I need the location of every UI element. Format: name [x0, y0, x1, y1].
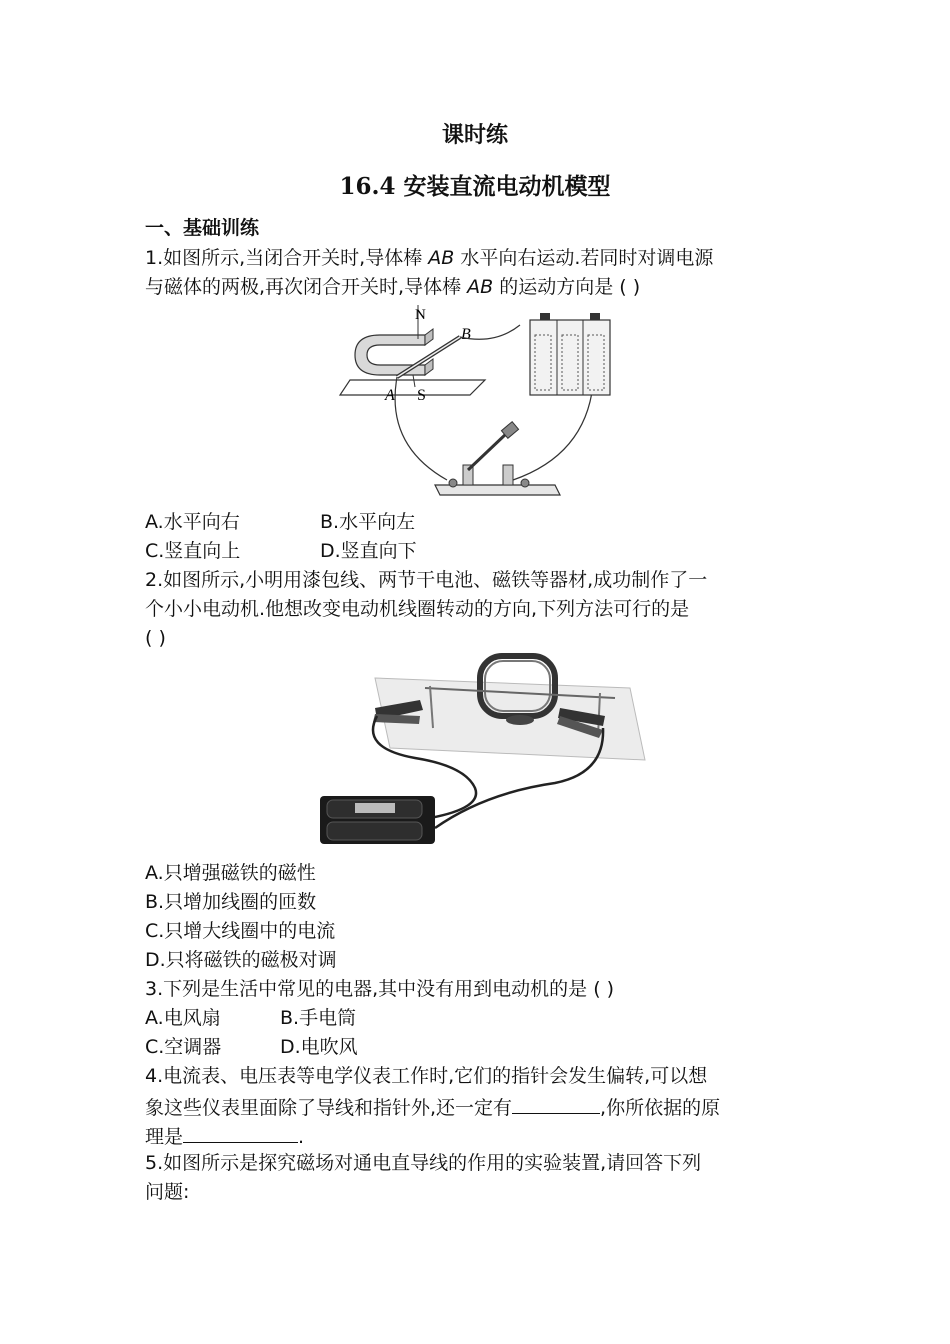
- label-north-pole: N: [415, 307, 426, 323]
- q1-line-1: [145, 244, 825, 273]
- q2-line-2: 个小小电动机.他想改变电动机线圈转动的方向,下列方法可行的是: [145, 598, 690, 620]
- section-heading: 一、基础训练: [145, 217, 260, 239]
- q4-text-2a: 象这些仪表里面除了导线和指针外,还一定有: [145, 1097, 513, 1119]
- q1-option-b: B.水平向左: [320, 511, 416, 533]
- q3-option-b: B.手电筒: [280, 1007, 357, 1029]
- q4-line-2: [145, 1091, 825, 1123]
- q4-answer-blank-2[interactable]: [183, 1120, 298, 1143]
- magnet-base-plate: [340, 380, 485, 395]
- label-a: A: [385, 387, 395, 404]
- q2-option-c: C.只增大线圈中的电流: [145, 920, 336, 942]
- q3-option-c: C.空调器: [145, 1036, 222, 1058]
- wire-battery-switch: [513, 385, 593, 480]
- disc-magnet: [506, 715, 534, 725]
- q3-line-1: 3.下列是生活中常见的电器,其中没有用到电动机的是 ( ): [145, 978, 615, 1000]
- q1-option-c: C.竖直向上: [145, 540, 241, 562]
- q2-option-d: D.只将磁铁的磁极对调: [145, 949, 337, 971]
- page-subtitle: 16.4 安装直流电动机模型: [339, 173, 611, 200]
- q4-text-2b: ,你所依据的原: [600, 1097, 721, 1119]
- q1-text-2b: 的运动方向是 ( ): [493, 276, 641, 298]
- horseshoe-magnet: [355, 335, 425, 375]
- q1-options-row-1: [145, 508, 825, 537]
- q1-text-1b: 水平向右运动.若同时对调电源: [454, 247, 714, 269]
- q2-option-a: A.只增强磁铁的磁性: [145, 862, 316, 884]
- q4-text-3b: .: [298, 1126, 305, 1148]
- q1-conductor-ab-2: AB: [467, 276, 494, 298]
- q4-answer-blank-1[interactable]: [512, 1091, 600, 1114]
- q1-options-row-2: [145, 537, 825, 566]
- q3-option-d: D.电吹风: [280, 1036, 358, 1058]
- q3-options-row-1: [145, 1004, 825, 1033]
- q2-option-b: B.只增加线圈的匝数: [145, 891, 317, 913]
- q5-line-2: 问题:: [145, 1181, 190, 1203]
- q1-text-1a: 1.如图所示,当闭合开关时,导体棒: [145, 247, 429, 269]
- q2-motor-photo: [315, 648, 655, 848]
- q1-text-2a: 与磁体的两极,再次闭合开关时,导体棒: [145, 276, 468, 298]
- q1-conductor-ab-1: AB: [428, 247, 455, 269]
- battery-pack: [530, 313, 610, 395]
- q1-option-a: A.水平向右: [145, 511, 240, 533]
- q4-text-3a: 理是: [145, 1126, 184, 1148]
- q3-option-a: A.电风扇: [145, 1007, 221, 1029]
- page-title: 课时练: [441, 123, 508, 148]
- q3-options-row-2: [145, 1033, 825, 1062]
- knife-switch: [435, 422, 560, 495]
- q2-line-3: ( ): [145, 627, 166, 649]
- q1-line-2: [145, 273, 825, 302]
- q2-line-1: 2.如图所示,小明用漆包线、两节干电池、磁铁等器材,成功制作了一: [145, 569, 708, 591]
- q4-line-1: 4.电流表、电压表等电学仪表工作时,它们的指针会发生偏转,可以想: [145, 1065, 708, 1087]
- battery-holder: [320, 796, 435, 844]
- label-b: B: [461, 326, 471, 343]
- q1-circuit-figure: [335, 305, 625, 505]
- q5-line-1: 5.如图所示是探究磁场对通电直导线的作用的实验装置,请回答下列: [145, 1152, 702, 1174]
- magnet-pole-faces: [425, 329, 433, 375]
- q1-option-d: D.竖直向下: [320, 540, 417, 562]
- q4-line-3: [145, 1120, 825, 1152]
- label-south-pole: S: [417, 387, 426, 404]
